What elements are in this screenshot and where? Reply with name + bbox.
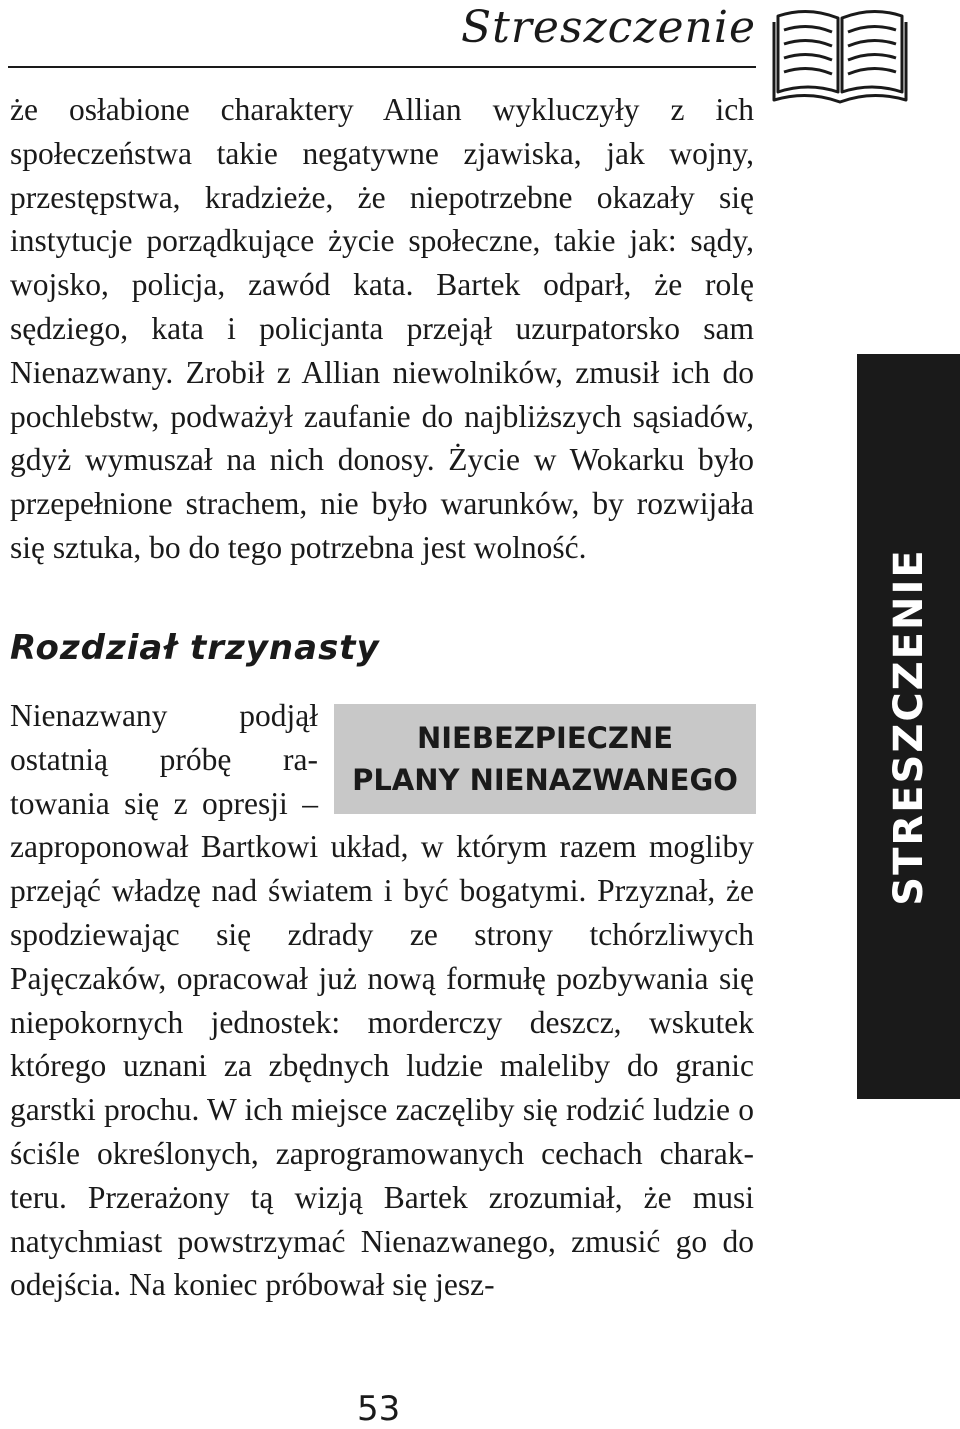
chapter-heading: Rozdział trzynasty (10, 628, 380, 668)
side-tab-label: STRESZCZENIE (885, 547, 932, 906)
page-header-title: Streszczenie (461, 2, 756, 53)
chapter-paragraph-text: Nienazwany podjął ostatnią próbę ratowania się z opresji – zaproponował Bartkowi układ, w którym razem mogliby przejąć władzę nad światem i być bogatymi. Przyznał, że spodziewając się zdrady ze strony tchórzliwych Pajęczaków, opracował już nową formułę pozbywania się niepokornych jednostek: morderczy deszcz, wskutek którego uznani za zbędnych ludzie maleliby do granic garstki prochu. W ich miejsce zaczęliby się rodzić ludzie o ściśle określonych, zaprogramowanych cechach charakteru. Przerażony tą wizją Bartek zrozumiał, że musi natychmiast powstrzymać Nienazwanego, zmusić go do odejścia. Na koniec próbował się jesz- (10, 698, 754, 1303)
chapter-paragraph (10, 694, 754, 1307)
summary-paragraph: że osłabione charaktery Allian wykluczyły z ich społeczeństwa takie negatywne zjawiska, jak wojny, przestępstwa, kradzieże, że niepotrzebne okazały się instytucje porządkujące życie społeczne, takie jak: sądy, wojsko, policja, zawód kata. Bartek odparł, że rolę sędziego, kata i policjanta przejął uzurpatorsko sam Nienazwany. Zrobił z Allian niewolników, zmusił ich do pochlebstw, podważył zaufanie do najbliższych sąsiadów, gdyż wymuszał na nich donosy. Życie w Wokarku było przepełnione strachem, nie było warunków, by rozwijała się sztuka, bo do tego potrzebna jest wolność. (10, 92, 754, 565)
callout-line-1: NIEBEZPIECZNE (416, 721, 674, 755)
open-book-icon (772, 4, 908, 106)
callout-line-2: PLANY NIENAZWANEGO (352, 763, 738, 797)
callout-box (334, 704, 756, 814)
page-number: 53 (357, 1389, 401, 1429)
header-divider (8, 66, 756, 68)
section-side-tab (857, 354, 960, 1099)
